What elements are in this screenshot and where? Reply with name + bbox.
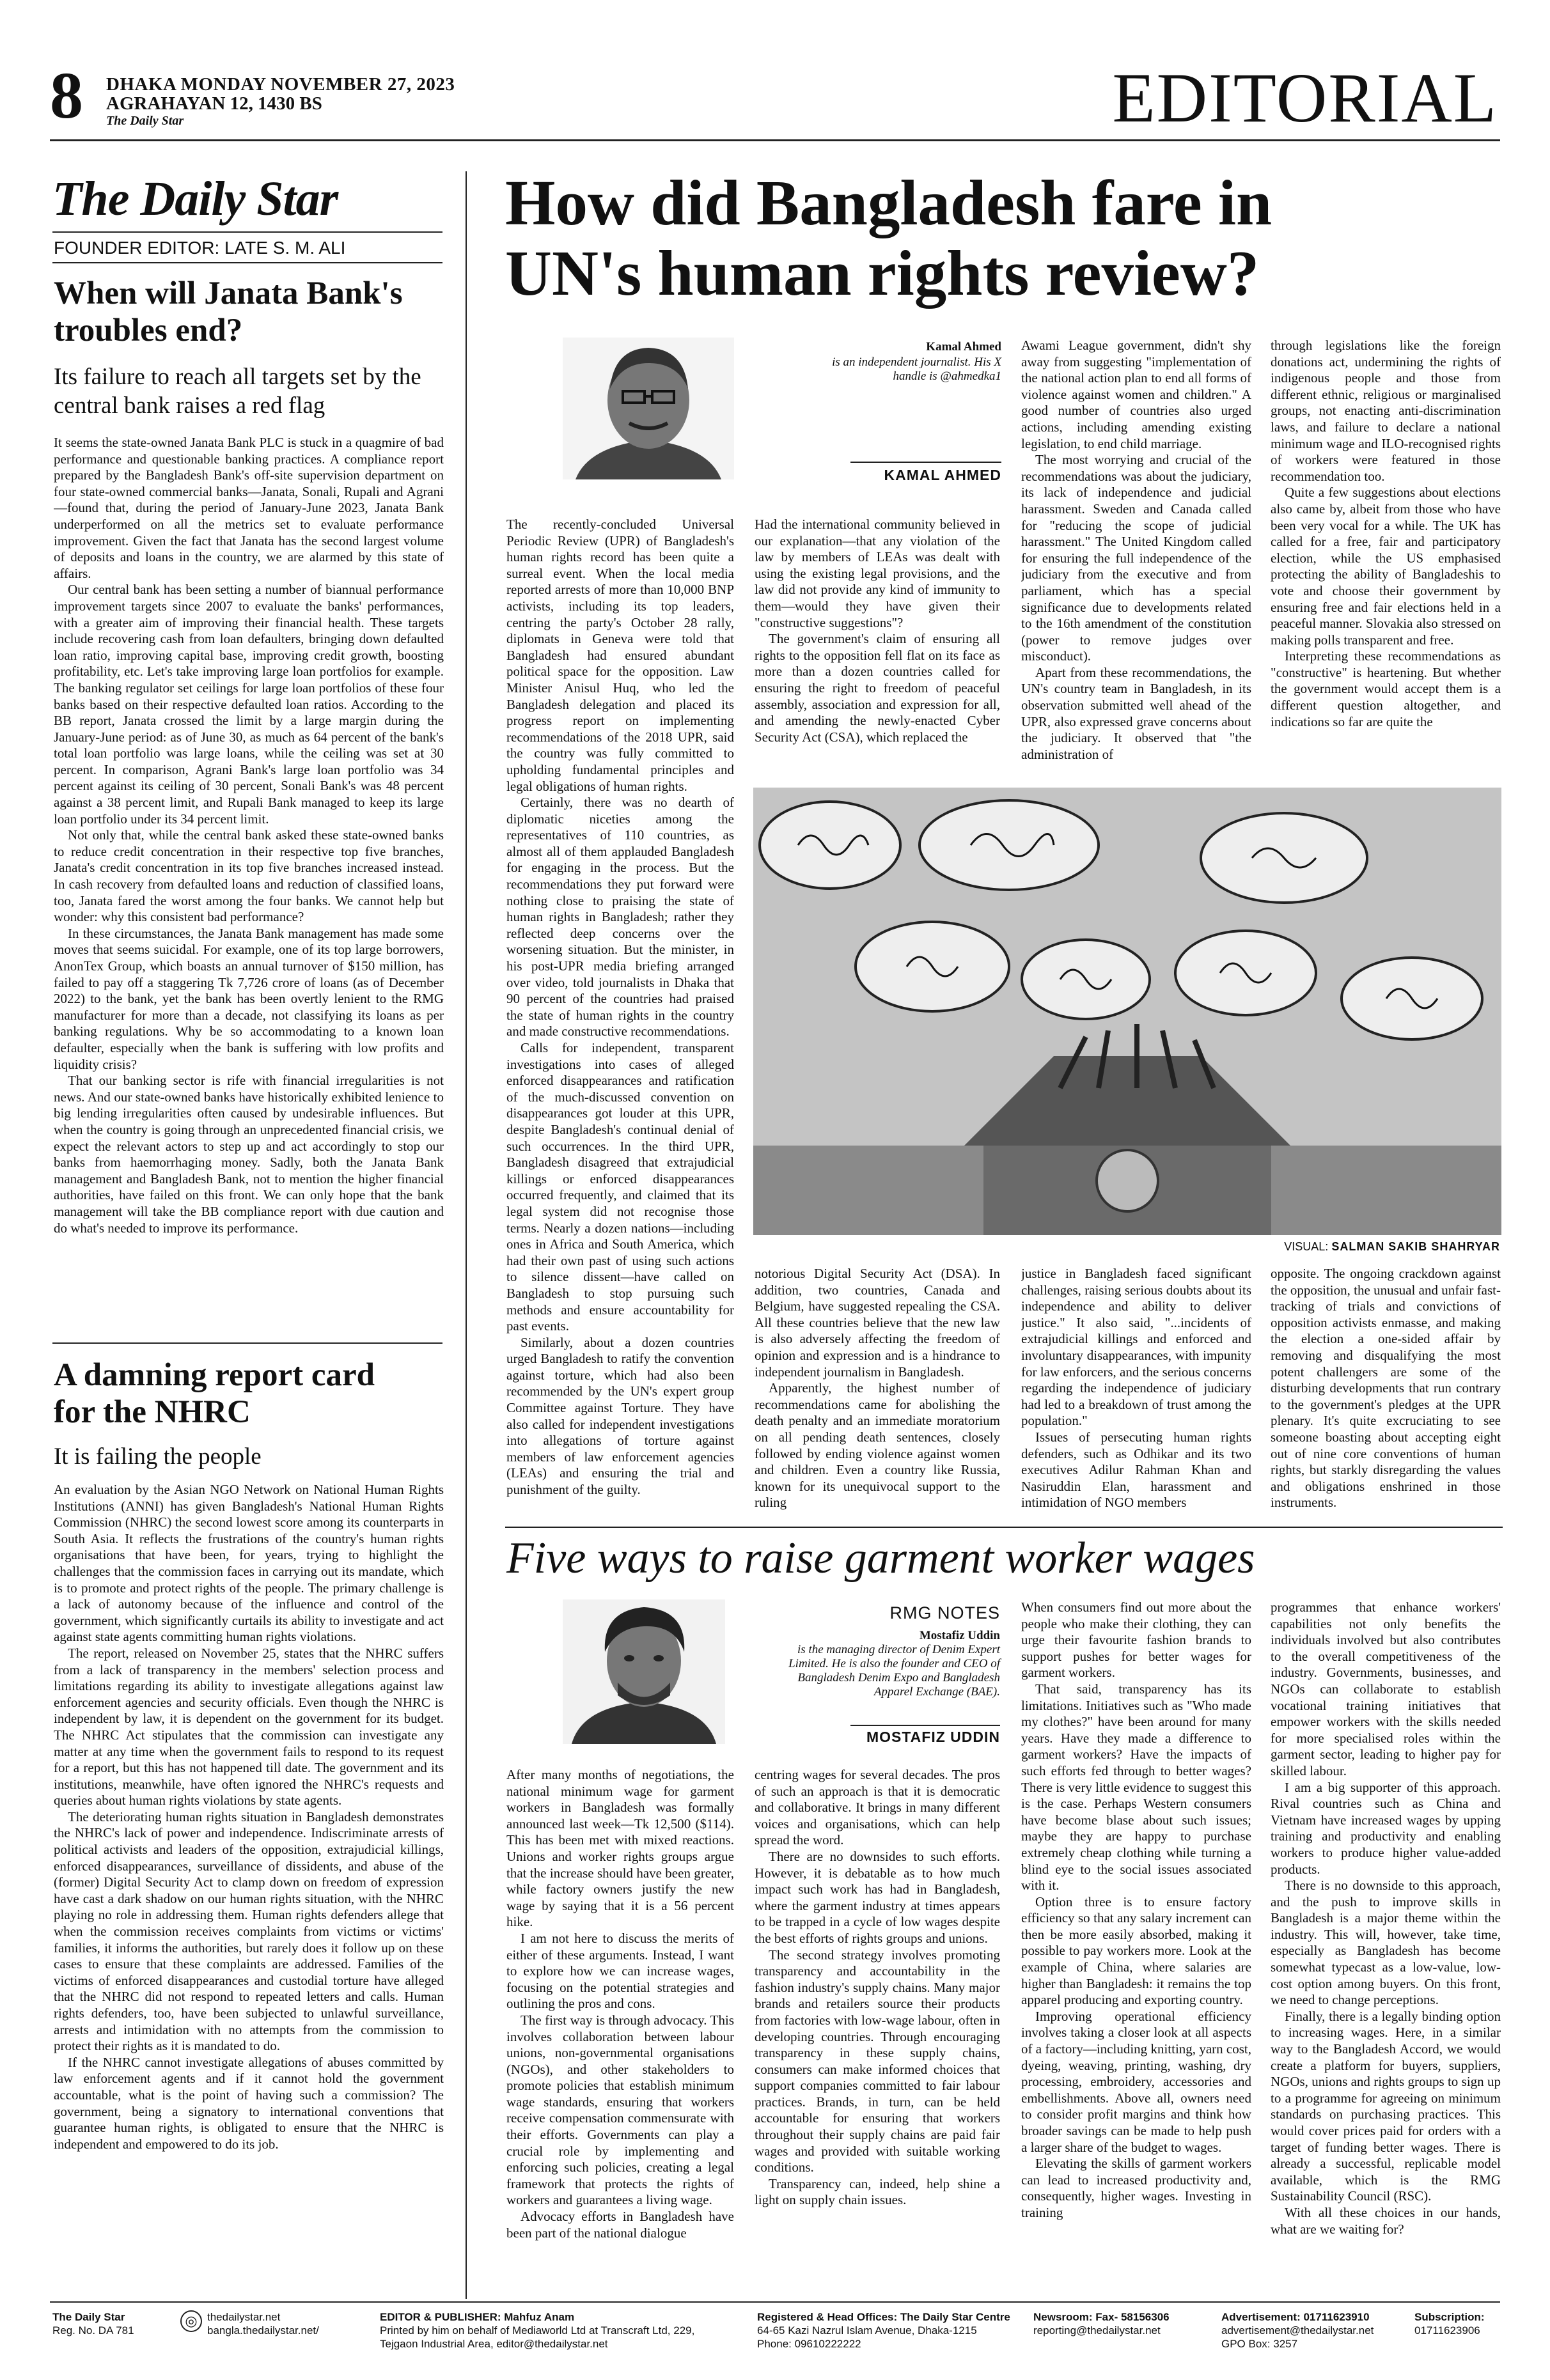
paragraph: Issues of persecuting human rights defenders, such as Odhikar and its two executives Adilur Rahman Khan and Nasiruddin Elan, harassment and intimidation of NGO members [1021,1429,1251,1511]
article-illustration [753,788,1501,1235]
paragraph: Apparently, the highest number of recommendations came for abolishing the death penalty and an immediate moratorium on all pending death sentences, closely followed by ending violence against women and children. Even a country like Russia, known for its unequivocal support to the ruling [755,1380,1000,1511]
footer-text: advertisement@thedailystar.net [1221,2324,1374,2337]
footer-text: reporting@thedailystar.net [1033,2324,1161,2337]
footer-text: The Daily Star [52,2311,125,2323]
author-bio-kamal: is an independent journalist. His X handle is @ahmedka1 [832,355,1001,383]
article2-col2 [755,1767,1000,2289]
paragraph: programmes that enhance workers' capabilities not only benefits the individuals involved but also contributes to the overall competitiveness of the industry. Governments, businesses, and NGOs can collaborate to establish vocational training initiatives that empower workers with the skills needed for more specialised roles within the garment sector, leading to higher pay for skilled labour. [1271,1599,1501,1778]
article2-col4 [1271,1599,1501,2289]
editorial1-body [54,435,444,1323]
footer-text: Tejgaon Industrial Area, editor@thedailystar.net [380,2338,608,2350]
footer-text: Newsroom: Fax- 58156306 [1033,2311,1170,2323]
article2-col1 [506,1767,734,2289]
paragraph: Option three is to ensure factory efficiency so that any salary increment can then be more easily absorbed, making it possible to pay workers more. Look at the example of China, where salaries are higher than Bangladesh: it remains the top apparel producing and exporting country. [1021,1894,1251,2008]
article1-col3-top [1021,338,1251,772]
paragraph: When consumers find out more about the people who make their clothing, they can urge their favourite fashion brands to support pushes for better wages for garment workers. [1021,1599,1251,1681]
article1-col3-bottom [1021,1266,1251,1515]
footer-text: GPO Box: 3257 [1221,2338,1298,2350]
footer-text: Printed by him on behalf of Mediaworld Ltd at Transcraft Ltd, 229, [380,2324,695,2337]
footer-text: 64-65 Kazi Nazrul Islam Avenue, Dhaka-1215 [757,2324,977,2337]
illustration-credit [1023,1240,1500,1254]
footer-col-editor [380,2310,694,2351]
paragraph: opposite. The ongoing crackdown against the opposition, the unusual and unfair fast-tracking of trials and convictions of opposition activists enmasse, and making the election a one-sided affair by removing and disqualifying the most potent challengers are some of the disturbing developments that run contrary to the government's pledges at the UPR plenary. It's quite excruciating to see someone boasting about accepting eight out of nine core conventions of human rights, but starkly disregarding the values and obligations enshrined in those instruments. [1271,1266,1501,1511]
paragraph: The report, released on November 25, states that the NHRC suffers from a lack of transparency in the members' selection process and limitations regarding its ability to investigate allegations against law enforcement agencies and security officials. Even though the NHRC is independent by law, it is dependent on the government for its budget. The NHRC Act stipulates that the commission can investigate any matter at any time when the government fails to respond to its request for a report, but this has not happened till date. The government and its institutions, meanwhile, have often ignored the NHRC's requests and queries about human rights violations by state agents. [54,1645,444,1808]
footer-text: Subscription: [1414,2311,1485,2323]
article1-col4-bottom [1271,1266,1501,1515]
paragraph: Interpreting these recommendations as "constructive" is heartening. But whether the government would accept them is a different question altogether, and indications so far are quite the [1271,648,1501,729]
paragraph: After many months of negotiations, the national minimum wage for garment workers in Bangladesh was formally announced last week—Tk 12,500 ($114). This has been met with mixed reactions. Unions and worker rights groups argue that the increase should have been greater, while factory owners justify the new wage by saying that it is a 56 percent hike. [506,1767,734,1930]
paragraph: Apart from these recommendations, the UN's country team in Bangladesh, in its observation submitted well ahead of the UPR, also expressed grave concerns about the judiciary. It observed that "the administration of [1021,664,1251,762]
paragraph: Our central bank has been setting a number of biannual performance improvement targets since 2007 to evaluate the banks' performances, with a greater aim of improving their financial health. These targets include recovering cash from loan defaulters, bringing down defaulted loan ratio, improving capital base, improving credit growth, boosting profitability, etc. Let's take improving large loan portfolios for example. The banking regulator set ceilings for large loan portfolios of these four banks based on their respective defaulted loan ratios. According to the BB report, Janata crossed the limit by a large margin during the January-June period: as of June 30, as much as 64 percent of the bank's total loan portfolio was large loans, while the ceiling was set at 30 percent. In comparison, Agrani Bank's large loan portfolio was 34 percent against its ceiling of 30 percent, Sonali Bank's was 48 percent against a 38 percent limit, and Rupali Bank managed to keep its large loan portfolio under its 34 percent limit. [54,582,444,827]
footer-col-newsroom [1033,2310,1170,2337]
editorial1-headline: When will Janata Bank's troubles end? [54,276,403,348]
editorial2-headline: A damning report card for the NHRC [54,1357,375,1430]
paragraph: Awami League government, didn't shy away from suggesting "implementation of the national action plan to end all forms of violence against women and children." A good number of countries also urged actions, including amending existing legislation, to end child marriage. [1021,338,1251,451]
paragraph: The recently-concluded Universal Periodic Review (UPR) of Bangladesh's human rights record has been quite a surreal event. When the local media reported arrests of more than 10,000 BNP activists, including its top leaders, centring the party's October 28 rally, diplomats in Geneva were told that Bangladesh had ensured abundant political space for the opposition. Law Minister Anisul Huq, who led the Bangladesh delegation and placed its progress report on implementing recommendations of the 2018 UPR, said the country was fully committed to upholding fundamental principles and legal obligations of human rights. [506,517,734,794]
author-name-kamal: Kamal Ahmed [926,340,1001,354]
paragraph: Quite a few suggestions about elections also came by, albeit from those who have been very vocal for a while. The UK has called for a free, fair and participatory election, while the US emphasised protecting the ability of Bangladeshis to vote and choose their government by ensuring free and fair elections held in a peaceful manner. Slovakia also stressed on making polls transparent and free. [1271,485,1501,648]
article1-col2-bottom [755,1266,1000,1515]
masthead-paper-name: The Daily Star [106,114,184,128]
paragraph: The government's claim of ensuring all rights to the opposition fell flat on its face as more than a dozen countries called for ensuring the right to freedom of peaceful assembly, association and expression for all, and amending the newly-enacted Cyber Security Act (CSA), which replaced the [755,631,1000,745]
paragraph: Similarly, about a dozen countries urged Bangladesh to ratify the convention against torture, which had also been recommended by the UN's expert group Committee against Torture. They have also called for independent investigations into allegations of torture against members of law enforcement agencies (LEAs) and ensuring the trial and punishment of the guilty. [506,1334,734,1498]
paragraph: through legislations like the foreign donations act, undermining the rights of indigenous people and those from different ethnic, religious or marginalised groups, not enacting anti-discrimination laws, and failure to declare a national minimum wage and ILO-recognised rights of workers were featured in those recommendation too. [1271,338,1501,484]
author-name-mostafiz: Mostafiz Uddin [919,1629,1000,1642]
paragraph: Finally, there is a legally binding option to increasing wages. Here, in a similar way to the Bangladesh Accord, we would create a platform for buyers, suppliers, NGOs, unions and rights groups to sign up to a programme for agreeing on minimum standards on purchasing practices. This would cover prices paid for orders with a target of funding better wages. There is already a successful, replicable model available, which is the RMG Sustainability Council (RSC). [1271,2008,1501,2204]
paragraph: In these circumstances, the Janata Bank management has made some moves that seems suicidal. For example, one of its top large borrowers, AnonTex Group, which boasts an annual turnover of $150 million, has failed to pay off a staggering Tk 7,726 crore of loans (as of December 2022) to the bank, yet the bank has been overtly lenient to the RMG manufacturer for more than a decade, not classifying its loans as per banking regulations. Why be so accommodating to a known loan defaulter, especially when the bank is suffering with low profits and liquidity crisis? [54,925,444,1072]
paragraph: Had the international community believed in our explanation—that any violation of the law by members of LEAs was dealt with using the existing legal provisions, and the law did not provide any kind of immunity to them—would they have given their "constructive suggestions"? [755,517,1000,630]
paragraph: If the NHRC cannot investigate allegations of abuses committed by law enforcement agents and if it cannot hold the government accountable, what is the point of having such a commission? The government, being a signatory to international conventions that guarantee human rights, is obligated to ensure that the NHRC is independent and empowered to do its job. [54,2054,444,2152]
byline-mostafiz: MOSTAFIZ UDDIN [866,1729,1000,1745]
bangla-date: AGRAHAYAN 12, 1430 BS [106,93,322,114]
column-kicker: RMG NOTES [889,1603,1000,1622]
footer-col-paper [52,2310,134,2337]
byline-kamal: KAMAL AHMED [884,467,1001,483]
paragraph: Certainly, there was no dearth of diplomatic niceties among the representatives of 110 countries, as almost all of them applauded Bangladesh for engaging in the process. But the recommendations they put forward were nothing close to praising the state of human rights in Bangladesh; rather they reflected deep concerns over the worsening situation. But the minister, in his post-UPR media briefing arranged over video, told journalists in Dhaka that 90 percent of the countries had praised the state of human rights in the country and made constructive recommendations. [506,795,734,1039]
author-photo-mostafiz [563,1599,725,1744]
paragraph: Not only that, while the central bank asked these state-owned banks to reduce credit concentration in their respective top five branches, Janata's credit concentration in its top five branches increased instead. In cash recovery from defaulted loans and reduction of classified loans, too, Janata fared the worst among the four banks. We cannot help but wonder: why this consistent bad performance? [54,827,444,925]
paragraph: Advocacy efforts in Bangladesh have been part of the national dialogue [506,2209,734,2241]
paragraph: justice in Bangladesh faced significant challenges, raising serious doubts about its independence and ability to deliver justice." It also said, "...incidents of extrajudicial killings and enforced and involuntary disappearances, with impunity for law enforcers, and the serious concerns regarding the independence of judiciary had led to a breakdown of trust among the population." [1021,1266,1251,1429]
editorial1-deck: Its failure to reach all targets set by the central bank raises a red flag [54,364,421,419]
footer-text: Registered & Head Offices: The Daily Star Centre [757,2311,1010,2323]
article1-col4-top [1271,338,1501,772]
article2-col3 [1021,1599,1251,2289]
article1-col2-top [755,517,1000,772]
author-photo-kamal [563,338,734,479]
paragraph: There is no downside to this approach, and the push to improve skills in Bangladesh is a major theme within the industry. This will, however, take time, especially as Bangladesh has become somewhat typecast as a low-value, low-cost option among buyers. On this front, we need to change perceptions. [1271,1878,1501,2008]
paragraph: Improving operational efficiency involves taking a closer look at all aspects of a factory—including knitting, yarn cost, dyeing, weaving, printing, washing, dry processing, embroidery, accessories and embellishments. Above all, owners need to consider profit margins and think how broader savings can be made to help push a larger share of the budget to wages. [1021,2008,1251,2155]
paragraph: The most worrying and crucial of the recommendations was about the judiciary, its lack of independence and judicial harassment. Sweden and Canada called for "reducing the scope of judicial harassment." The United Kingdom called for ensuring the full independence of the judiciary from the executive and from parliament, which has a special significance due to developments related to the 16th amendment of the constitution (power to remove judges over misconduct). [1021,452,1251,664]
section-title: EDITORIAL [1112,59,1498,137]
paragraph: I am not here to discuss the merits of either of these arguments. Instead, I want to explore how we can increase wages, focusing on the potential strategies and outlining the pros and cons. [506,1930,734,2012]
credit-label: VISUAL: [1284,1240,1329,1253]
footer-text: EDITOR & PUBLISHER: Mahfuz Anam [380,2311,575,2323]
globe-icon: ◎ [180,2310,202,2332]
footer-link[interactable]: thedailystar.net [207,2311,281,2323]
editorial2-deck: It is failing the people [54,1443,262,1470]
author-bio-mostafiz: is the managing director of Denim Expert Limited. He is also the founder and CEO of Bangladesh Denim Expo and Bangladesh Apparel Exchange (BAE). [788,1643,1000,1699]
article1-headline [505,167,1503,308]
headline-line: UN's human rights review? [505,237,1260,309]
paragraph: An evaluation by the Asian NGO Network on National Human Rights Institutions (ANNI) has given Bangladesh's National Human Rights Commission (NHRC) the second lowest score among its counterparts in South Asia. It reflects the frustrations of the country's human rights organisations that have been, for years, trying to highlight the challenges that the commission faces in carrying out its mandate, which is to promote and protect rights of the people. The primary challenge is a lack of autonomy because of the influence and control of the government, which significantly curtails its ability to investigate and act against state agents committing human rights violations. [54,1482,444,1645]
footer-link[interactable]: bangla.thedailystar.net/ [207,2324,319,2337]
paragraph: I am a big supporter of this approach. Rival countries such as China and Vietnam have increased wages by upping training and productivity and enabling workers to produce higher value-added products. [1271,1779,1501,1877]
paragraph: It seems the state-owned Janata Bank PLC is stuck in a quagmire of bad performance and questionable banking practices. A compliance report prepared by the Bangladesh Bank's off-site supervision department on four state-owned commercial banks—Janata, Sonali, Rupali and Agrani—found that, during the period of January-June 2023, Janata Bank underperformed on all the metrics set to evaluate performance improvement. Given the fact that Janata has the second largest volume of deposits and loans in the country, we are alarmed by this state of affairs. [54,435,444,581]
paragraph: Transparency can, indeed, help shine a light on supply chain issues. [755,2175,1000,2208]
paragraph: Elevating the skills of garment workers can lead to increased productivity and, consequently, higher wages. Investing in training [1021,2156,1251,2220]
dateline: DHAKA MONDAY NOVEMBER 27, 2023 [106,74,455,95]
paragraph: That our banking sector is rife with financial irregularities is not news. And our state-owned banks have historically exhibited lenience to big lending irregularities often caused by undesirable influences. But when the country is going through an unprecedented financial crisis, we expect the relevant actors to step up and act accordingly to stop our banks from haemorrhaging money. Sadly, both the Janata Bank management and Bangladesh Bank, not to mention the higher financial authorities, have failed on this front. We can only hope that the bank management will take the BB compliance report with due caution and do what's needed to improve its performance. [54,1073,444,1236]
paragraph: centring wages for several decades. The pros of such an approach is that it is democratic and collaborative. It brings in many different voices and organisations, which can help spread the word. [755,1767,1000,1848]
paper-logo: The Daily Star [52,172,338,226]
article1-col1 [506,517,734,1513]
footer-text: Advertisement: 01711623910 [1221,2311,1370,2323]
footer-col-office [757,2310,1010,2351]
paragraph: There are no downsides to such efforts. However, it is debatable as to how much impact such work has had in Bangladesh, where the garment industry at times appears to be trapped in a cycle of low wages despite the best efforts of rights groups and unions. [755,1848,1000,1946]
footer-col-subscription [1414,2310,1485,2337]
page-number: 8 [50,59,83,132]
footer-text: Reg. No. DA 781 [52,2324,134,2337]
footer-col-web [180,2310,319,2337]
footer-text: 01711623906 [1414,2324,1480,2337]
founder-editor: FOUNDER EDITOR: LATE S. M. ALI [54,238,346,258]
paragraph: notorious Digital Security Act (DSA). In addition, two countries, Canada and Belgium, have suggested repealing the CSA. All these countries believe that the new law is also adversely affecting the freedom of opinion and expression and is a hindrance to independent journalism in Bangladesh. [755,1266,1000,1380]
paragraph: The first way is through advocacy. This involves collaboration between labour unions, non-governmental organisations (NGOs), and other stakeholders to promote policies that establish minimum wage standards, ensuring that workers receive compensation commensurate with their efforts. Governments can play a crucial role by implementing and enforcing such policies, creating a legal framework that protects the rights of workers and guarantees a living wage. [506,2012,734,2208]
headline-line: How did Bangladesh fare in [505,167,1272,238]
paragraph: The deteriorating human rights situation in Bangladesh demonstrates the NHRC's lack of power and independence. Indiscriminate arrests of political activists and leaders of the opposition, extrajudicial killings, enforced disappearances, surveillance of dissidents, and abuse of the (former) Digital Security Act to clamp down on freedom of expression have cast a dark shadow on our human rights situation, with the NHRC playing no role in addressing them. Human rights defenders allege that when the commission receives complaints from victims or victims' families, it informs the authorities, but rarely does it follow up on these cases to ensure that these complaints are addressed. Families of the victims of enforced disappearances and custodial torture have alleged that the NHRC did not respond to repeated letters and calls. Human rights defenders, too, have been subjected to unlawful surveillance, arrests and intimidation with no attempts from the commission to protect their rights as it is mandated to do. [54,1808,444,2054]
footer [52,2310,1500,2368]
paragraph: Calls for independent, transparent investigations into cases of alleged enforced disappearances and ratification of the much-discussed convention on disappearances got louder at this UPR, despite Bangladesh's continual denial of such occurrences. In the third UPR, Bangladesh disagreed that extrajudicial killings or enforced disappearances occurred frequently, and claimed that its legal system did not recognise those terms. Nearly a dozen nations—including ones in Africa and South America, which had their own past of using such actions to silence dissent—have called on Bangladesh to stop pursuing such methods and ensure accountability for past events. [506,1040,734,1334]
paragraph: With all these choices in our hands, what are we waiting for? [1271,2204,1501,2237]
paragraph: The second strategy involves promoting transparency and accountability in the fashion industry's supply chains. Many major brands and retailers source their products from factories with low-wage labour, often in developing countries. Through encouraging transparency in these supply chains, consumers can make informed choices that support companies committed to fair labour practices. Brands, in turn, can be held accountable for ensuring that workers throughout their supply chains are paid fair wages and provided with suitable working conditions. [755,1947,1000,2175]
editorial2-body [54,1482,444,2287]
footer-col-advertisement [1221,2310,1374,2351]
article2-headline: Five ways to raise garment worker wages [506,1534,1255,1583]
footer-text: Phone: 09610222222 [757,2338,861,2350]
credit-name: SALMAN SAKIB SHAHRYAR [1331,1240,1500,1253]
paragraph: That said, transparency has its limitations. Initiatives such as "Who made my clothes?" have been around for many years. Have they made a difference to garment workers? Have the impacts of such efforts fed through to better wages? There is very little evidence to suggest this is the case. Perhaps Western consumers have become blase about such issues; maybe they are happy to purchase extremely cheap clothing while turning a blind eye to the social issues associated with it. [1021,1681,1251,1894]
